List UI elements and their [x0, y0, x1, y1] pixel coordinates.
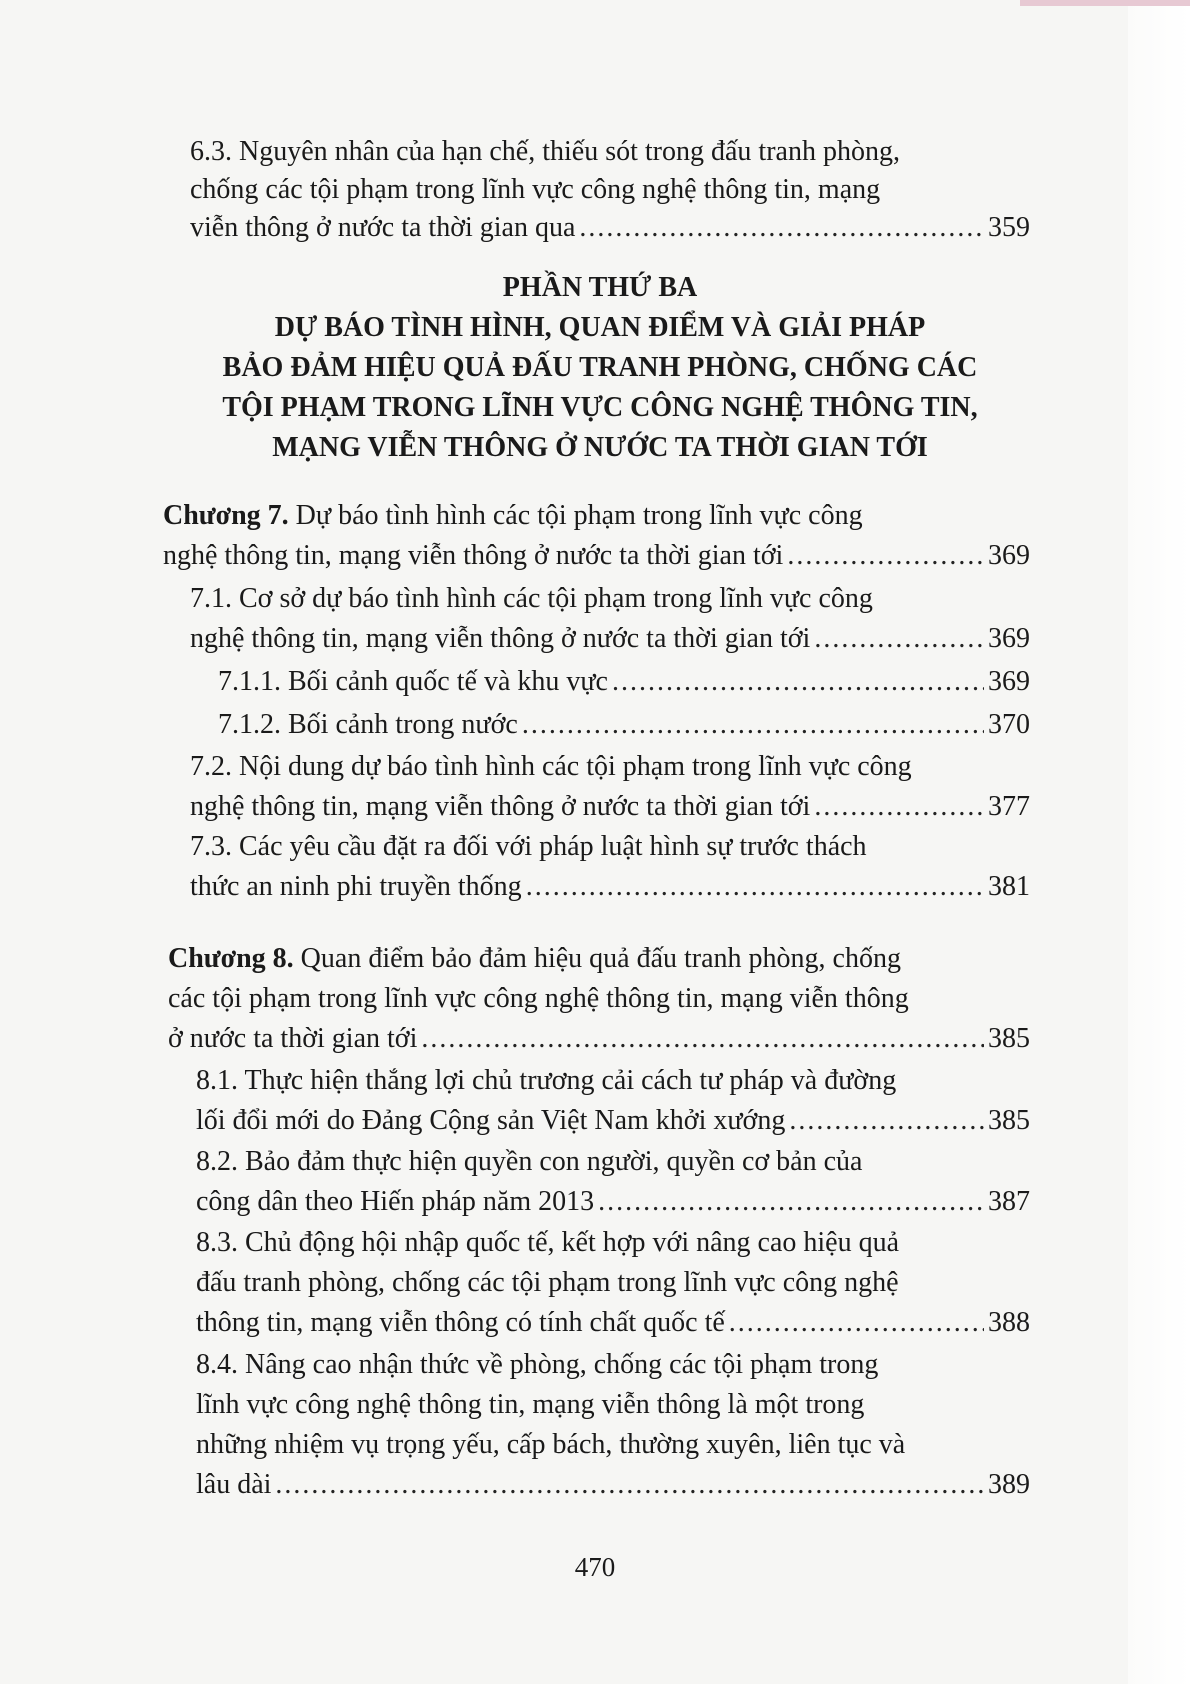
dot-leader: [598, 1185, 984, 1219]
toc-entry-7-1[interactable]: [190, 622, 1030, 656]
toc-7-3-page: 381: [988, 871, 1030, 902]
dot-leader: [275, 1468, 984, 1502]
toc-entry-8-2[interactable]: [196, 1185, 1030, 1219]
toc-8-4-page: 389: [988, 1469, 1030, 1500]
chapter-8-title-part2: các tội phạm trong lĩnh vực công nghệ thông tin, mạng viễn thông: [168, 983, 909, 1014]
toc-8-2-line2: công dân theo Hiến pháp năm 2013: [196, 1186, 595, 1217]
toc-6-3-line2: chống các tội phạm trong lĩnh vực công nghệ thông tin, mạng: [190, 174, 881, 205]
dot-leader: [579, 211, 984, 245]
toc-8-3-line1: 8.3. Chủ động hội nhập quốc tế, kết hợp với nâng cao hiệu quả: [196, 1227, 900, 1258]
toc-8-3-line3: thông tin, mạng viễn thông có tính chất quốc tế: [196, 1307, 725, 1338]
page-edge: [1128, 0, 1190, 1684]
toc-7-1-line1: 7.1. Cơ sở dự báo tình hình các tội phạm trong lĩnh vực công: [190, 583, 873, 614]
chapter-7-title-part1: Dự báo tình hình các tội phạm trong lĩnh vực công: [288, 500, 863, 531]
dot-leader: [612, 665, 984, 699]
toc-7-1-1-page: 369: [988, 666, 1030, 697]
toc-7-1-2-text: 7.1.2. Bối cảnh trong nước: [218, 709, 518, 740]
chapter-7-page: 369: [988, 540, 1030, 571]
chapter-8-label: Chương 8.: [168, 943, 294, 974]
toc-entry-8-3[interactable]: [196, 1306, 1030, 1340]
toc-8-4-line1: 8.4. Nâng cao nhận thức về phòng, chống các tội phạm trong: [196, 1349, 879, 1380]
toc-entry-chapter-7[interactable]: [163, 539, 1030, 573]
toc-entry-7-3[interactable]: [190, 870, 1030, 904]
toc-8-4-line4: lâu dài: [196, 1469, 272, 1500]
dot-leader: [814, 790, 984, 824]
toc-8-4-line3: những nhiệm vụ trọng yếu, cấp bách, thường xuyên, liên tục và: [196, 1429, 906, 1460]
part-three-heading-line5: MẠNG VIỄN THÔNG Ở NƯỚC TA THỜI GIAN TỚI: [272, 432, 928, 463]
toc-8-1-line1: 8.1. Thực hiện thắng lợi chủ trương cải cách tư pháp và đường: [196, 1065, 897, 1096]
toc-7-1-page: 369: [988, 623, 1030, 654]
dot-leader: [787, 539, 984, 573]
toc-8-1-page: 385: [988, 1105, 1030, 1136]
chapter-7-label: Chương 7.: [163, 500, 289, 531]
chapter-7-title-part2: nghệ thông tin, mạng viễn thông ở nước ta thời gian tới: [163, 540, 784, 571]
toc-7-1-2-page: 370: [988, 709, 1030, 740]
toc-7-2-page: 377: [988, 791, 1030, 822]
chapter-8-page: 385: [988, 1023, 1030, 1054]
toc-entry-7-1-1[interactable]: [218, 665, 1030, 699]
dot-leader: [729, 1306, 984, 1340]
toc-6-3-line3: viễn thông ở nước ta thời gian qua: [190, 212, 576, 243]
toc-7-2-line1: 7.2. Nội dung dự báo tình hình các tội phạm trong lĩnh vực công: [190, 751, 912, 782]
toc-7-2-line2: nghệ thông tin, mạng viễn thông ở nước ta thời gian tới: [190, 791, 811, 822]
toc-entry-7-1-2[interactable]: [218, 708, 1030, 742]
toc-chapter-8-line1: [168, 942, 901, 976]
toc-6-3-page: 359: [988, 212, 1030, 243]
toc-7-3-line2: thức an ninh phi truyền thống: [190, 871, 522, 902]
toc-7-1-line2: nghệ thông tin, mạng viễn thông ở nước ta thời gian tới: [190, 623, 811, 654]
toc-entry-chapter-8[interactable]: [168, 1022, 1030, 1056]
toc-7-3-line1: 7.3. Các yêu cầu đặt ra đối với pháp luật hình sự trước thách: [190, 831, 867, 862]
toc-8-2-line1: 8.2. Bảo đảm thực hiện quyền con người, quyền cơ bản của: [196, 1146, 863, 1177]
toc-8-3-line2: đấu tranh phòng, chống các tội phạm trong lĩnh vực công nghệ: [196, 1267, 899, 1298]
dot-leader: [421, 1022, 984, 1056]
toc-8-3-page: 388: [988, 1307, 1030, 1338]
toc-chapter-7-line1: [163, 499, 863, 533]
part-three-heading-line3: BẢO ĐẢM HIỆU QUẢ ĐẤU TRANH PHÒNG, CHỐNG CÁC: [222, 352, 978, 383]
toc-8-4-line2: lĩnh vực công nghệ thông tin, mạng viễn thông là một trong: [196, 1389, 865, 1420]
part-three-title: PHẦN THỨ BA: [502, 272, 698, 303]
chapter-8-title-part3: ở nước ta thời gian tới: [168, 1023, 418, 1054]
part-three-heading-line2: DỰ BÁO TÌNH HÌNH, QUAN ĐIỂM VÀ GIẢI PHÁP: [274, 312, 926, 343]
toc-7-1-1-text: 7.1.1. Bối cảnh quốc tế và khu vực: [218, 666, 608, 697]
toc-entry-8-1[interactable]: [196, 1104, 1030, 1138]
part-three-heading-line4: TỘI PHẠM TRONG LĨNH VỰC CÔNG NGHỆ THÔNG TIN,: [222, 392, 978, 423]
toc-6-3-line1: 6.3. Nguyên nhân của hạn chế, thiếu sót trong đấu tranh phòng,: [190, 136, 900, 167]
dot-leader: [526, 870, 984, 904]
page-number: 470: [574, 1552, 616, 1582]
toc-8-2-page: 387: [988, 1186, 1030, 1217]
dot-leader: [814, 622, 984, 656]
toc-entry-6-3[interactable]: [190, 211, 1030, 245]
toc-8-1-line2: lối đổi mới do Đảng Cộng sản Việt Nam khởi xướng: [196, 1105, 786, 1136]
page-edge-tint: [1020, 0, 1190, 6]
toc-entry-8-4[interactable]: [196, 1468, 1030, 1502]
chapter-8-title-part1: Quan điểm bảo đảm hiệu quả đấu tranh phòng, chống: [293, 943, 901, 974]
dot-leader: [789, 1104, 984, 1138]
dot-leader: [522, 708, 984, 742]
toc-entry-7-2[interactable]: [190, 790, 1030, 824]
